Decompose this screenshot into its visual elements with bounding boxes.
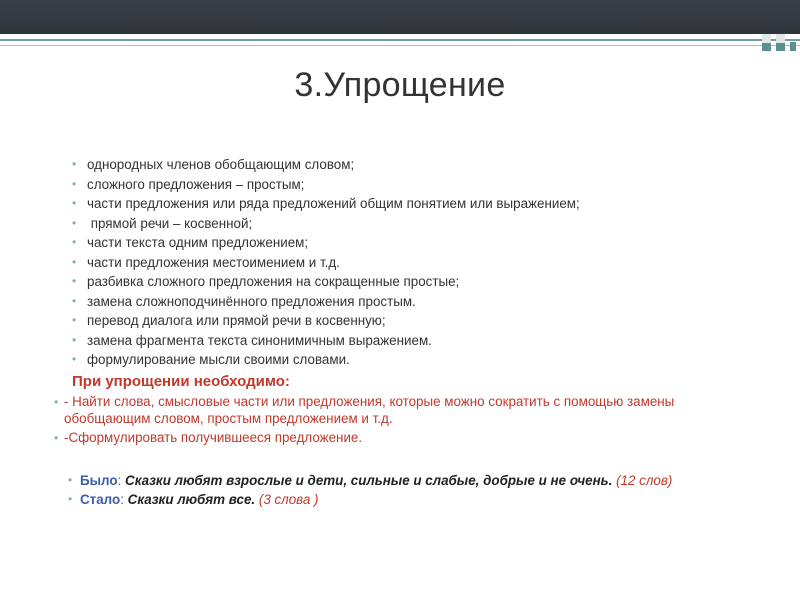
list-item-text: части предложения местоимением и т.д. xyxy=(87,254,340,270)
list-item xyxy=(72,175,772,195)
list-item-text: части предложения или ряда предложений общим понятием или выражением; xyxy=(87,196,580,211)
list-item xyxy=(72,292,772,312)
accent-decoration xyxy=(0,34,800,56)
bullet-icon: • xyxy=(72,332,77,347)
section-heading: При упрощении необходимо: xyxy=(72,373,290,390)
list-item-text: замена фрагмента текста синонимичным выражением. xyxy=(87,332,432,348)
example-after xyxy=(54,491,754,508)
example-label: Было xyxy=(80,473,118,488)
accent-square xyxy=(776,42,785,51)
accent-square xyxy=(762,42,771,51)
bullet-icon: • xyxy=(72,196,77,210)
example-colon: : xyxy=(120,492,124,507)
list-item-text: прямой речи – косвенной; xyxy=(87,215,253,231)
list-item xyxy=(72,233,772,253)
list-item-text: однородных членов обобщающим словом; xyxy=(87,157,355,172)
bullet-icon: • xyxy=(72,157,77,171)
list-item xyxy=(72,155,772,175)
example-colon: : xyxy=(117,473,122,488)
example-count: (3 слова ) xyxy=(255,492,319,507)
accent-square xyxy=(762,34,771,43)
bullet-icon: • xyxy=(72,235,77,249)
list-item xyxy=(72,272,772,292)
list-item xyxy=(72,253,772,273)
bullet-icon: • xyxy=(54,395,59,409)
bullet-icon: • xyxy=(68,473,73,487)
list-item-text: разбивка сложного предложения на сокращенные простые; xyxy=(87,274,460,289)
list-item xyxy=(72,214,772,234)
example-text: Сказки любят все. xyxy=(123,492,256,507)
list-item xyxy=(72,311,772,331)
example-count: (12 слов) xyxy=(612,473,673,488)
list-item-text: перевод диалога или прямой речи в косвенную; xyxy=(87,313,386,328)
instruction-text: - Найти слова, смысловые части или предложения, которые можно сократить с помощью замены обобщающим словом, простым предложением и т.д. xyxy=(64,394,675,426)
instruction-item xyxy=(54,430,754,447)
bullet-icon: • xyxy=(72,254,77,269)
example-label: Стало xyxy=(80,492,121,507)
bullet-icon: • xyxy=(68,492,73,506)
example-list xyxy=(54,472,754,510)
accent-square xyxy=(776,34,785,43)
bullet-icon: • xyxy=(72,274,77,288)
example-text: Сказки любят взрослые и дети, сильные и слабые, добрые и не очень. xyxy=(121,473,613,488)
slide-title: 3.Упрощение xyxy=(294,66,506,104)
bullet-icon: • xyxy=(72,352,77,366)
simplification-list xyxy=(72,155,772,370)
accent-square xyxy=(790,42,796,51)
bullet-icon: • xyxy=(72,176,77,191)
bullet-icon: • xyxy=(72,215,77,230)
accent-line xyxy=(0,39,800,41)
bullet-icon: • xyxy=(54,431,59,445)
list-item xyxy=(72,331,772,351)
list-item-text: формулирование мысли своими словами. xyxy=(87,352,350,367)
instruction-list xyxy=(54,394,754,450)
list-item xyxy=(72,350,772,370)
bullet-icon: • xyxy=(72,313,77,327)
instruction-item xyxy=(54,394,754,427)
list-item-text: замена сложноподчинённого предложения простым. xyxy=(87,293,416,309)
accent-line-thin xyxy=(0,45,800,46)
list-item-text: части текста одним предложением; xyxy=(87,235,309,250)
list-item-text: сложного предложения – простым; xyxy=(87,176,305,192)
instruction-text: -Сформулировать получившееся предложение. xyxy=(64,430,363,445)
bullet-icon: • xyxy=(72,293,77,308)
top-bar xyxy=(0,0,800,34)
example-before xyxy=(54,472,754,489)
list-item xyxy=(72,194,772,214)
